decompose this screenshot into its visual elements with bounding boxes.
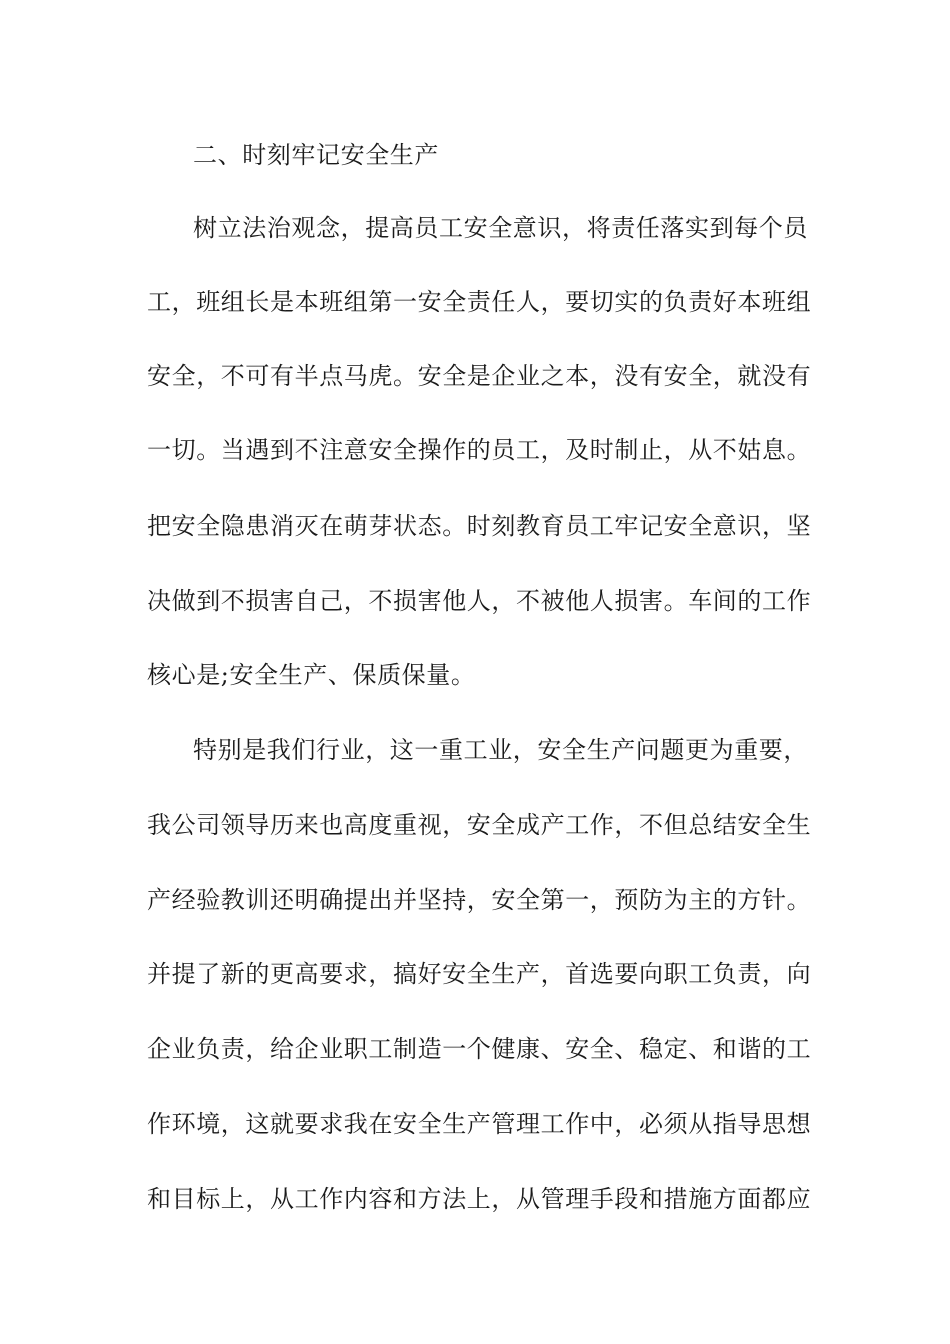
paragraph-1-line-5: 把安全隐患消灭在萌芽状态。时刻教育员工牢记安全意识，坚 — [147, 512, 812, 540]
paragraph-2-line-1: 特别是我们行业，这一重工业，安全生产问题更为重要， — [193, 736, 808, 764]
paragraph-1-line-7: 核心是;安全生产、保质保量。 — [147, 661, 476, 689]
paragraph-2-line-3: 产经验教训还明确提出并坚持，安全第一，预防为主的方针。 — [147, 886, 812, 914]
paragraph-2-line-5: 企业负责，给企业职工制造一个健康、安全、稳定、和谐的工 — [147, 1035, 812, 1063]
paragraph-2-line-4: 并提了新的更高要求，搞好安全生产，首选要向职工负责，向 — [147, 960, 812, 988]
paragraph-1-line-4: 一切。当遇到不注意安全操作的员工，及时制止，从不姑息。 — [147, 436, 812, 464]
paragraph-2-line-6: 作环境，这就要求我在安全生产管理工作中，必须从指导思想 — [147, 1110, 812, 1138]
paragraph-1-line-2: 工，班组长是本班组第一安全责任人，要切实的负责好本班组 — [147, 288, 812, 316]
paragraph-1-line-3: 安全，不可有半点马虎。安全是企业之本，没有安全，就没有 — [147, 362, 812, 390]
section-heading: 二、时刻牢记安全生产 — [193, 141, 439, 169]
paragraph-1-line-6: 决做到不损害自己，不损害他人，不被他人损害。车间的工作 — [147, 587, 812, 615]
paragraph-2-line-7: 和目标上，从工作内容和方法上，从管理手段和措施方面都应 — [147, 1185, 812, 1213]
paragraph-1-line-1: 树立法治观念，提高员工安全意识，将责任落实到每个员 — [193, 214, 808, 242]
paragraph-2-line-2: 我公司领导历来也高度重视，安全成产工作，不但总结安全生 — [147, 811, 812, 839]
